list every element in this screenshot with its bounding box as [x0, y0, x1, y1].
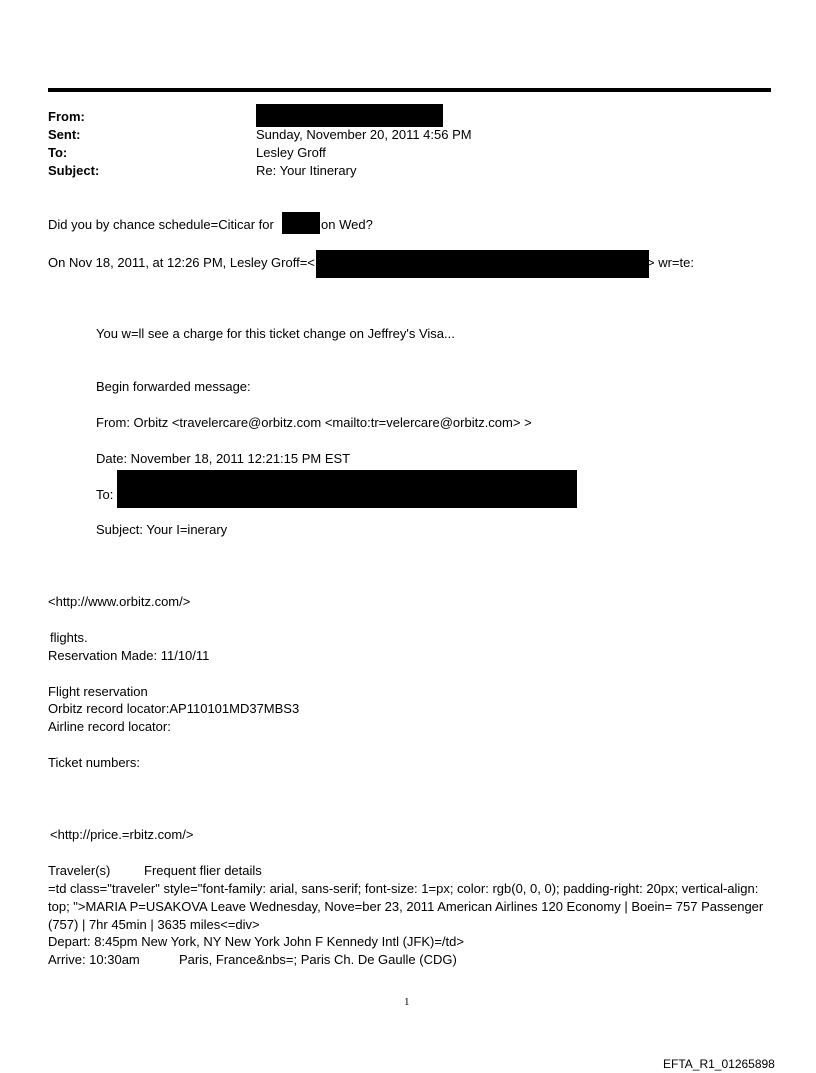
flights-text: flights. [50, 630, 88, 645]
depart-line: Depart: 8:45pm New York, NY New York John F Kennedy Intl (JFK)=/td> [48, 934, 464, 949]
page-number: 1 [404, 996, 410, 1008]
question-text-a: Did you by chance schedule=Citicar for [48, 217, 274, 232]
sent-label: Sent: [48, 127, 81, 142]
on-date-text-a: On Nov 18, 2011, at 12:26 PM, Lesley Groff=< [48, 255, 315, 270]
redaction-to [117, 470, 577, 508]
airline-locator: Airline record locator: [48, 719, 171, 734]
orbitz-url: <http://www.orbitz.com/> [48, 594, 191, 609]
fwd-date: Date: November 18, 2011 12:21:15 PM EST [96, 451, 351, 466]
to-label: To: [48, 145, 68, 160]
reservation-made: Reservation Made: 11/10/11 [48, 648, 210, 663]
question-text-b: on Wed? [321, 217, 373, 232]
arrive-destination: Paris, France&nbs=; Paris Ch. De Gaulle (CDG) [179, 952, 457, 967]
redaction-email [316, 250, 649, 278]
flight-reservation: Flight reservation [48, 684, 148, 699]
redaction-question [282, 212, 320, 234]
redaction-from [256, 104, 443, 127]
arrive-time: Arrive: 10:30am [48, 952, 140, 967]
fwd-subject: Subject: Your I=inerary [96, 522, 228, 537]
traveler-header-b: Frequent flier details [144, 863, 262, 878]
subject-value: Re: Your Itinerary [256, 163, 357, 178]
subject-label: Subject: [48, 163, 100, 178]
fwd-to-label: To: [96, 487, 114, 502]
begin-forwarded: Begin forwarded message: [96, 379, 251, 394]
price-url: <http://price.=rbitz.com/> [50, 827, 194, 842]
charge-note: You w=ll see a charge for this ticket change on Jeffrey's Visa... [96, 326, 455, 341]
orbitz-locator: Orbitz record locator:AP110101MD37MBS3 [48, 701, 300, 716]
html-fragment: =td class="traveler" style="font-family: arial, sans-serif; font-size: 1=px; color: rgb(0, 0, 0); padding-right: 20px; vertical-align: top; ">MARIA P=USAKOVA Leave Wednesday, Nove=ber 23, 2011 American Airlines 120 Economy | Boein= 757 Passenger (757) | 7hr 45min | 3635 miles<=div> [48, 881, 764, 932]
traveler-header-a: Traveler(s) [48, 863, 111, 878]
on-date-text-b: > wr=te: [647, 255, 694, 270]
to-value: Lesley Groff [256, 145, 326, 160]
ticket-numbers: Ticket numbers: [48, 755, 140, 770]
header-rule [48, 88, 771, 92]
from-label: From: [48, 109, 85, 124]
sent-value: Sunday, November 20, 2011 4:56 PM [256, 127, 472, 142]
fwd-from: From: Orbitz <travelercare@orbitz.com <mailto:tr=velercare@orbitz.com> > [96, 415, 532, 430]
document-id: EFTA_R1_01265898 [663, 1057, 775, 1071]
